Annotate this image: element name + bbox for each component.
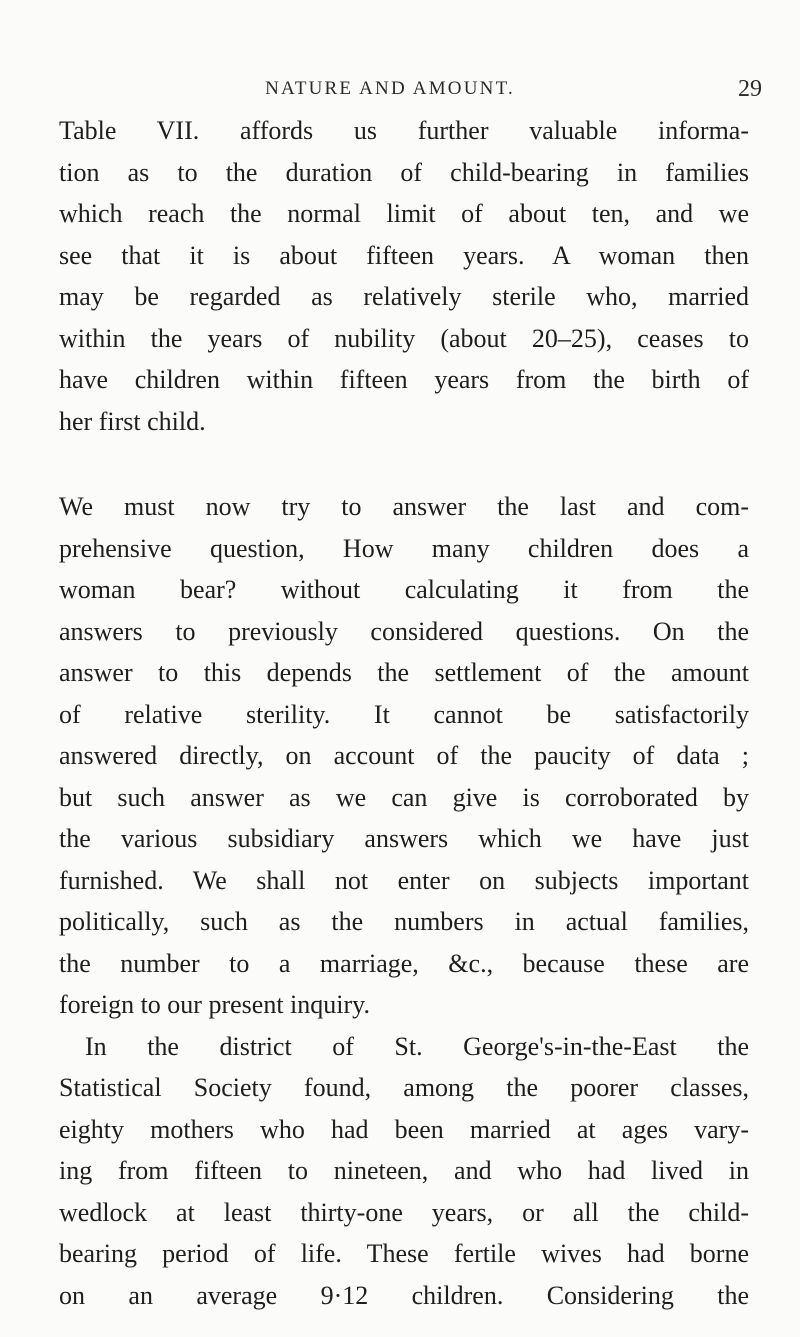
paragraph-how-many-children (59, 486, 749, 1026)
text-line: In the district of St. George's-in-the-East the (85, 1031, 749, 1061)
text-line: answer to this depends the settlement of the amount (59, 658, 749, 687)
running-head (0, 78, 800, 108)
text-line: on an average 9·12 children. Considering the (59, 1280, 749, 1310)
running-title: NATURE AND AMOUNT. (265, 78, 515, 99)
text-line: woman bear? without calculating it from the (59, 575, 749, 604)
text-line: eighty mothers who had been married at ages vary- (59, 1114, 749, 1144)
text-line: of relative sterility. It cannot be satisfactorily (59, 699, 749, 729)
text-line: politically, such as the numbers in actual families, (59, 907, 749, 936)
text-line: Table VII. affords us further valuable informa- (59, 116, 749, 145)
text-line: have children within fifteen years from the birth of (59, 365, 749, 394)
text-line: within the years of nubility (about 20–25), ceases to (59, 323, 749, 353)
body-text (59, 110, 749, 1316)
text-line: which reach the normal limit of about ten, and we (59, 199, 749, 228)
text-line: answers to previously considered questions. On the (59, 616, 749, 646)
text-line: furnished. We shall not enter on subjects important (59, 865, 749, 895)
text-line: ing from fifteen to nineteen, and who had lived in (59, 1156, 749, 1185)
text-line: may be regarded as relatively sterile who, married (59, 282, 749, 311)
text-line: answered directly, on account of the paucity of data ; (59, 741, 749, 770)
text-line: tion as to the duration of child-bearing in families (59, 157, 749, 187)
text-line: We must now try to answer the last and com- (59, 492, 749, 521)
text-line: her first child. (59, 406, 206, 436)
text-line: prehensive question, How many children does a (59, 533, 749, 563)
paragraph-gap (59, 442, 749, 486)
text-line: foreign to our present inquiry. (59, 990, 370, 1019)
paragraph-table-vii (59, 110, 749, 442)
text-line: wedlock at least thirty-one years, or all the child- (59, 1197, 749, 1227)
text-line: the various subsidiary answers which we have just (59, 824, 749, 853)
text-line: the number to a marriage, &c., because these are (59, 948, 749, 978)
paragraph-st-georges (59, 1026, 749, 1317)
text-line: Statistical Society found, among the poorer classes, (59, 1073, 749, 1102)
text-line: see that it is about fifteen years. A woman then (59, 240, 749, 270)
page-number: 29 (738, 76, 762, 102)
text-line: but such answer as we can give is corroborated by (59, 782, 749, 812)
text-line: bearing period of life. These fertile wives had borne (59, 1239, 749, 1268)
